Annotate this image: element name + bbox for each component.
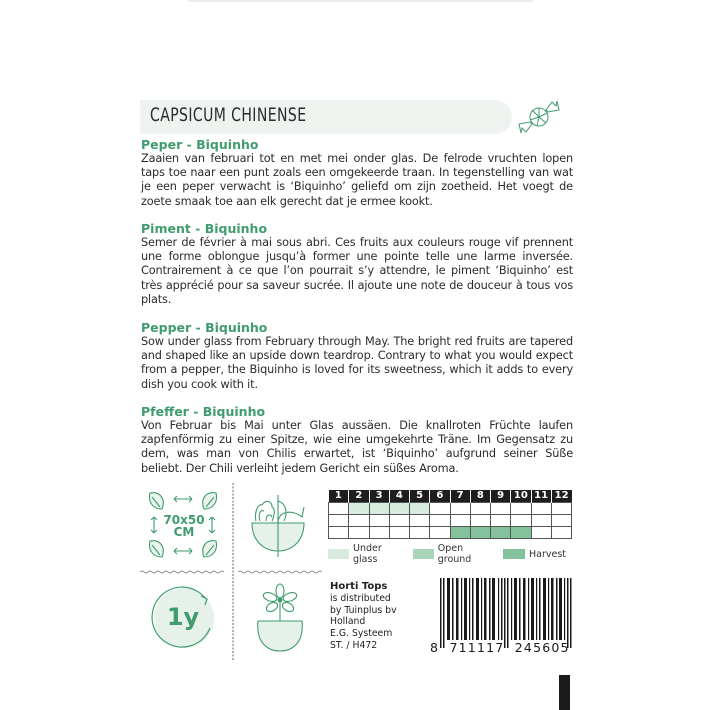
legend-label: Open ground bbox=[437, 543, 472, 565]
legend-item-open-ground bbox=[413, 543, 497, 565]
calendar-cell bbox=[349, 515, 369, 527]
calendar-cell bbox=[531, 503, 551, 515]
month-header: 4 bbox=[389, 490, 409, 503]
calendar-cell bbox=[551, 503, 571, 515]
flower-pot-icon bbox=[252, 583, 308, 655]
plant-spacing-icon bbox=[146, 489, 222, 561]
month-header: 3 bbox=[369, 490, 389, 503]
calendar-cell bbox=[531, 515, 551, 527]
calendar-cell bbox=[430, 527, 450, 539]
top-divider-line bbox=[188, 0, 533, 2]
calendar-cell bbox=[470, 503, 490, 515]
print-mark bbox=[559, 675, 570, 710]
wavy-divider-horizontal bbox=[140, 569, 224, 575]
calendar-cell bbox=[329, 515, 349, 527]
calendar-cell bbox=[491, 503, 511, 515]
legend-swatch bbox=[503, 549, 525, 559]
calendar-cell bbox=[450, 503, 470, 515]
month-header: 1 bbox=[329, 490, 349, 503]
distributor-line: Holland bbox=[330, 616, 366, 628]
calendar-grid bbox=[328, 490, 572, 539]
calendar-cell bbox=[551, 527, 571, 539]
section-french bbox=[141, 222, 573, 307]
calendar-cell bbox=[491, 515, 511, 527]
calendar-row-open-ground bbox=[329, 515, 572, 527]
distributor-line: E.G. Systeem bbox=[330, 628, 393, 640]
section-title: Pfeffer - Biquinho bbox=[141, 404, 266, 419]
distributor-info bbox=[330, 581, 397, 652]
distributor-line: is distributed bbox=[330, 592, 391, 604]
legend-label: Harvest bbox=[528, 548, 566, 560]
calendar-cell bbox=[410, 515, 430, 527]
legend-swatch bbox=[328, 549, 349, 559]
lifecycle-label: 1y bbox=[166, 603, 200, 631]
calendar-row-under-glass bbox=[329, 503, 572, 515]
calendar-cell-under-glass bbox=[389, 503, 409, 515]
section-body: Semer de février à mai sous abri. Ces fruits aux couleurs rouge vif prennent une forme oblongue jusqu’à former une pointe telle une larme inversée. Contrairement à ce que l’on pourrait s’y attendre, le piment ‘Biquinho’ est très apprécié pour sa saveur sucrée. Il ajoute une note de douceur à tous vos plats. bbox=[141, 236, 573, 306]
calendar-cell bbox=[329, 527, 349, 539]
legend-item-under-glass bbox=[328, 543, 407, 565]
calendar-cell bbox=[389, 527, 409, 539]
calendar-cell-harvest bbox=[450, 527, 470, 539]
legend-item-harvest bbox=[503, 549, 566, 560]
month-header: 8 bbox=[470, 490, 490, 503]
legend-label: Under glass bbox=[353, 543, 382, 565]
calendar-cell bbox=[511, 515, 531, 527]
calendar-cell bbox=[511, 503, 531, 515]
section-body: Sow under glass from February through May. The bright red fruits are tapered and shaped like an upside down teardrop. Contrary to what you would expect from a pepper, the Biquinho is loved for its sweetness, which it adds to every dish you cook with it. bbox=[141, 335, 573, 391]
section-english bbox=[141, 321, 573, 392]
calendar-cell bbox=[329, 503, 349, 515]
calendar-cell bbox=[470, 515, 490, 527]
wavy-divider-vertical bbox=[232, 483, 234, 661]
calendar-cell-harvest bbox=[470, 527, 490, 539]
calendar-cell-under-glass bbox=[349, 503, 369, 515]
calendar-cell bbox=[389, 515, 409, 527]
distributor-line: ST. / H472 bbox=[330, 639, 378, 651]
month-header: 9 bbox=[491, 490, 511, 503]
wavy-divider-horizontal bbox=[238, 569, 322, 575]
candy-icon bbox=[517, 98, 561, 136]
calendar-legend bbox=[328, 543, 572, 565]
sowing-calendar bbox=[328, 490, 572, 565]
section-dutch bbox=[141, 138, 573, 209]
month-header-row bbox=[329, 490, 572, 503]
section-body: Von Februar bis Mai unter Glas aussäen. Die knallroten Früchte laufen zapfenförmig zu einer Spitze, wie eine umgekehrte Träne. Im Gegensatz zu dem, was man von Chilis erwartet, ist ‘Biquinho’ aufgrund seiner Süße beliebt. Der Chili verleiht jedem Gericht ein süßes Aroma. bbox=[141, 419, 573, 475]
month-header: 12 bbox=[551, 490, 571, 503]
growing-icons-panel bbox=[140, 483, 320, 658]
section-title: Peper - Biquinho bbox=[141, 137, 259, 152]
month-header: 2 bbox=[349, 490, 369, 503]
annual-cycle-icon bbox=[148, 583, 218, 653]
distributor-line: by Tuinplus bv bbox=[330, 604, 397, 616]
month-header: 10 bbox=[511, 490, 531, 503]
month-header: 5 bbox=[410, 490, 430, 503]
calendar-cell bbox=[531, 527, 551, 539]
spacing-value: 70x50 bbox=[163, 513, 205, 527]
barcode bbox=[438, 578, 574, 648]
calendar-cell bbox=[349, 527, 369, 539]
section-german bbox=[141, 405, 573, 476]
spacing-unit: CM bbox=[173, 525, 195, 539]
calendar-cell bbox=[430, 503, 450, 515]
section-title: Pepper - Biquinho bbox=[141, 320, 268, 335]
calendar-cell-harvest bbox=[511, 527, 531, 539]
calendar-cell bbox=[369, 515, 389, 527]
barcode-number: 8 711117 245605 bbox=[430, 640, 570, 655]
calendar-cell bbox=[450, 515, 470, 527]
calendar-cell bbox=[410, 527, 430, 539]
calendar-cell-under-glass bbox=[410, 503, 430, 515]
calendar-row-harvest bbox=[329, 527, 572, 539]
brand-name: Horti Tops bbox=[330, 581, 388, 592]
calendar-cell-under-glass bbox=[369, 503, 389, 515]
section-body: Zaaien van februari tot en met mei onder glas. De felrode vruchten lopen taps toe naar een punt zoals een omgekeerde traan. In tegenstelling van wat je een peper verwacht is ‘Biquinho’ geliefd om zijn zoetheid. Het voegt de zoete smaak toe aan elk gerecht dat je ermee kookt. bbox=[141, 152, 573, 208]
calendar-cell bbox=[369, 527, 389, 539]
legend-swatch bbox=[413, 549, 434, 559]
species-banner bbox=[140, 100, 512, 134]
calendar-cell-harvest bbox=[491, 527, 511, 539]
vegetable-bowl-icon bbox=[248, 491, 308, 557]
month-header: 6 bbox=[430, 490, 450, 503]
species-title: CAPSICUM CHINENSE bbox=[150, 104, 307, 126]
month-header: 11 bbox=[531, 490, 551, 503]
section-title: Piment - Biquinho bbox=[141, 221, 268, 236]
calendar-cell bbox=[430, 515, 450, 527]
month-header: 7 bbox=[450, 490, 470, 503]
calendar-cell bbox=[551, 515, 571, 527]
